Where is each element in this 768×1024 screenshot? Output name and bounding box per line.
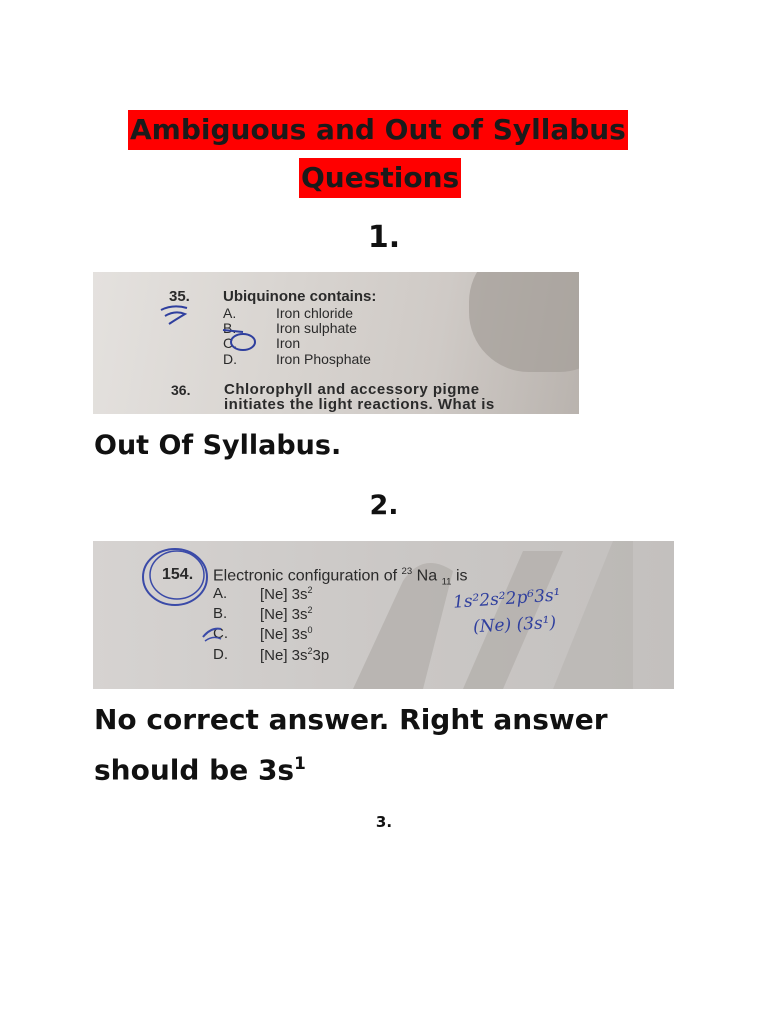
note-line-2	[94, 753, 306, 786]
option-text	[260, 605, 313, 623]
option-text: Iron sulphate	[276, 320, 357, 336]
option-text: Iron Phosphate	[276, 351, 371, 367]
option-letter: A.	[213, 585, 228, 602]
option-letter: D.	[223, 351, 237, 367]
option-letter: D.	[213, 646, 228, 663]
next-question-line: Chlorophyll and accessory pigme	[224, 381, 480, 398]
option-text	[260, 625, 313, 643]
mass-number: 23	[401, 566, 413, 577]
watermark-shape	[313, 541, 633, 689]
note-line-1: No correct answer. Right answer	[94, 703, 608, 736]
item-number-3: 3.	[375, 813, 393, 831]
option-letter: B.	[213, 605, 228, 622]
note-out-of-syllabus: Out Of Syllabus.	[94, 430, 342, 461]
option-sup: 2	[307, 646, 313, 656]
item-number-1: 1.	[367, 220, 401, 255]
option-sup: 2	[307, 585, 313, 595]
question-text-end: is	[451, 567, 468, 585]
option-suffix: 3p	[312, 647, 330, 664]
option-text: Iron	[276, 335, 301, 351]
handwritten-answer: (Ne) (3s¹)	[472, 612, 557, 638]
note-sup: 1	[294, 753, 306, 773]
question-text-part: Electronic configuration of	[213, 567, 402, 585]
option-sup: 0	[307, 625, 313, 635]
option-text: Iron chloride	[276, 305, 354, 321]
question-text	[213, 566, 468, 588]
option-text-main: [Ne] 3s	[260, 647, 308, 664]
option-text-main: [Ne] 3s	[260, 606, 308, 623]
next-question-line: initiates the light reactions. What is	[224, 396, 495, 413]
option-letter: C.	[223, 335, 237, 351]
option-letter: C.	[213, 625, 228, 642]
handwritten-config: 1s²2s²2p⁶3s¹	[452, 585, 562, 613]
note-line-2-text: should be 3s	[94, 753, 295, 787]
element-symbol: Na	[412, 567, 442, 585]
next-question-number: 36.	[171, 382, 191, 398]
title-line-2: Questions	[299, 158, 461, 198]
question-number: 154.	[162, 566, 194, 583]
question-photo-1	[93, 272, 579, 414]
tick-mark-icon	[199, 623, 227, 645]
photo-shadow	[469, 272, 579, 372]
title-line-1: Ambiguous and Out of Syllabus	[128, 110, 628, 150]
question-number: 35.	[169, 288, 190, 305]
question-text: Ubiquinone contains:	[223, 288, 377, 305]
option-sup: 2	[307, 605, 313, 615]
option-text	[260, 646, 329, 664]
option-text-main: [Ne] 3s	[260, 626, 308, 643]
option-letter: B.	[223, 320, 237, 336]
question-photo-2	[93, 541, 674, 689]
atomic-number: 11	[441, 576, 452, 588]
handwritten-mark-icon	[153, 296, 313, 356]
option-text-main: [Ne] 3s	[260, 586, 308, 603]
option-text	[260, 585, 313, 603]
item-number-2: 2.	[369, 490, 399, 521]
option-letter: A.	[223, 305, 237, 321]
